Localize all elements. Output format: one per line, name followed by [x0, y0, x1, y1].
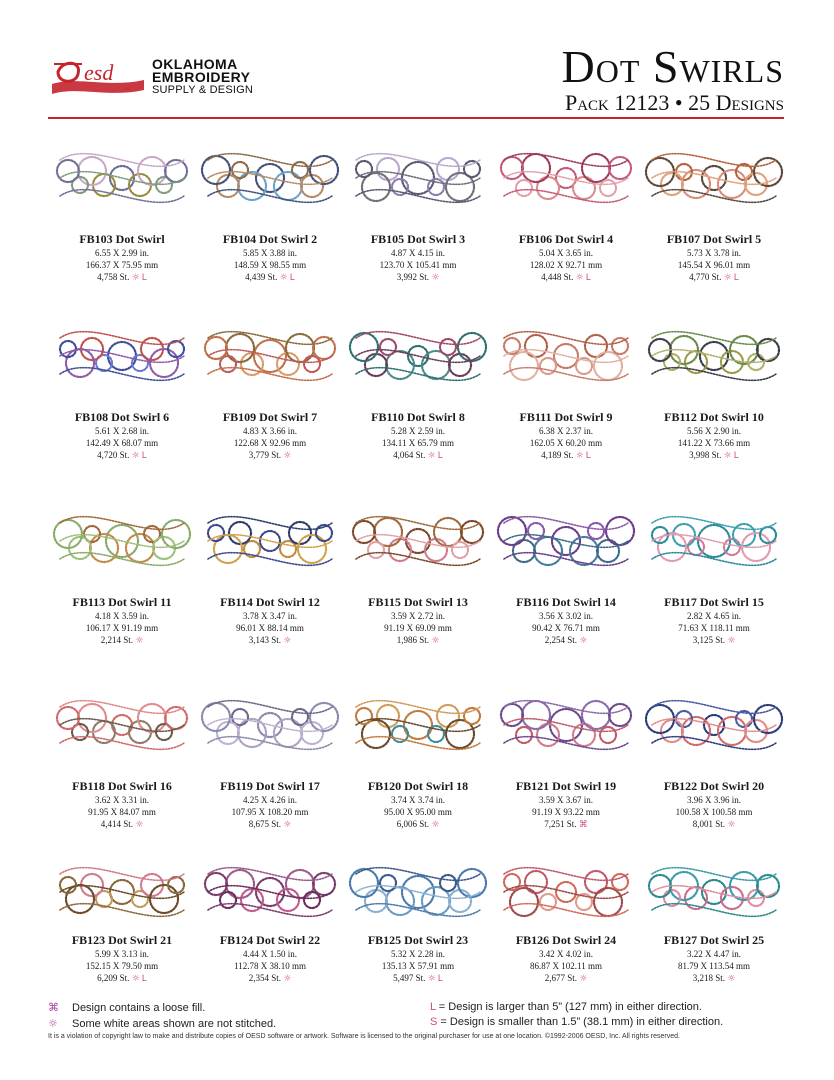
legend-small [430, 1015, 723, 1030]
white-areas-icon: ☼ [575, 273, 584, 283]
design-stitch-count: 4,064 St. [393, 450, 426, 460]
design-stitch-count: 4,439 St. [245, 272, 278, 282]
design-row [48, 126, 788, 304]
design-card [48, 126, 196, 284]
design-stitch-count: 8,675 St. [248, 819, 281, 829]
design-card [344, 126, 492, 284]
design-stitch-line [640, 818, 788, 831]
dot-swirl-embroidery-image [644, 853, 784, 931]
legend-left [48, 1000, 276, 1032]
design-size-inches: 5.73 X 3.78 in. [687, 248, 741, 258]
design-size-mm: 142.49 X 68.07 mm [85, 438, 159, 448]
design-stitch-count: 6,006 St. [396, 819, 429, 829]
size-flag: L [585, 450, 591, 460]
design-stitch-line [492, 972, 640, 985]
design-stitch-line [48, 972, 196, 985]
dot-swirl-embroidery-image [52, 304, 192, 408]
logo-line-1: OKLAHOMA [152, 56, 238, 72]
white-areas-icon: ☼ [723, 273, 732, 283]
design-size-mm: 91.19 X 69.09 mm [384, 623, 452, 633]
design-card [196, 304, 344, 462]
dot-swirl-embroidery-image [496, 853, 636, 931]
design-size-inches: 3.42 X 4.02 in. [539, 949, 593, 959]
design-row [48, 853, 788, 1003]
design-stitch-line [344, 634, 492, 647]
design-name: FB115 Dot Swirl 13 [368, 595, 468, 609]
design-card [344, 304, 492, 462]
dot-swirl-embroidery-image [644, 489, 784, 593]
design-card [640, 673, 788, 831]
design-size-mm: 90.42 X 76.71 mm [532, 623, 600, 633]
design-name: FB116 Dot Swirl 14 [516, 595, 616, 609]
legend-white-areas-text: Some white areas shown are not stitched. [72, 1018, 277, 1030]
white-areas-icon: ☼ [727, 820, 736, 830]
design-stitch-line [640, 271, 788, 284]
white-areas-icon: ☼ [431, 636, 440, 646]
design-card [196, 673, 344, 831]
design-stitch-line [196, 271, 344, 284]
design-size-mm: 162.05 X 60.20 mm [529, 438, 603, 448]
size-flag: L [141, 450, 147, 460]
design-stitch-line [48, 818, 196, 831]
design-card [48, 304, 196, 462]
dot-swirl-embroidery-image [348, 126, 488, 230]
legend-right [430, 1000, 723, 1030]
design-size-inches: 5.32 X 2.28 in. [391, 949, 445, 959]
design-size-inches: 5.61 X 2.68 in. [95, 426, 149, 436]
dot-swirl-embroidery-image [496, 126, 636, 230]
white-areas-icon: ☼ [135, 820, 144, 830]
design-size-inches: 3.78 X 3.47 in. [243, 611, 297, 621]
design-card [48, 673, 196, 831]
white-areas-icon: ☼ [283, 636, 292, 646]
design-size-mm: 95.00 X 95.00 mm [384, 807, 452, 817]
design-size-mm: 81.79 X 113.54 mm [678, 961, 750, 971]
design-name: FB114 Dot Swirl 12 [220, 595, 320, 609]
design-size-inches: 4.83 X 3.66 in. [243, 426, 297, 436]
white-areas-icon: ☼ [48, 1017, 58, 1030]
loose-fill-icon: ⌘ [48, 1001, 59, 1014]
design-card [196, 853, 344, 985]
design-card [196, 489, 344, 647]
logo-line-2: EMBROIDERY [152, 69, 251, 85]
white-areas-icon: ☼ [283, 451, 292, 461]
design-stitch-count: 4,758 St. [97, 272, 130, 282]
white-areas-icon: ☼ [283, 820, 292, 830]
design-stitch-line [492, 449, 640, 462]
design-size-mm: 86.87 X 102.11 mm [530, 961, 602, 971]
design-stitch-line [196, 818, 344, 831]
design-stitch-count: 5,497 St. [393, 973, 426, 983]
design-card [492, 304, 640, 462]
size-flag: L [437, 973, 443, 983]
design-name: FB111 Dot Swirl 9 [519, 410, 613, 424]
design-size-mm: 107.95 X 108.20 mm [231, 807, 309, 817]
design-row [48, 489, 788, 673]
design-name: FB104 Dot Swirl 2 [222, 232, 318, 246]
white-areas-icon: ☼ [727, 636, 736, 646]
design-stitch-count: 4,448 St. [541, 272, 574, 282]
white-areas-icon: ☼ [575, 451, 584, 461]
design-size-mm: 152.15 X 79.50 mm [85, 961, 159, 971]
legend-loose-fill [48, 1000, 276, 1016]
design-size-inches: 3.96 X 3.96 in. [687, 795, 741, 805]
design-stitch-line [640, 972, 788, 985]
white-areas-icon: ☼ [579, 974, 588, 984]
design-stitch-count: 2,214 St. [100, 635, 133, 645]
dot-swirl-embroidery-image [496, 489, 636, 593]
white-areas-icon: ☼ [131, 273, 140, 283]
design-size-inches: 5.56 X 2.90 in. [687, 426, 741, 436]
dot-swirl-embroidery-image [644, 673, 784, 777]
size-flag: L [141, 272, 147, 282]
dot-swirl-embroidery-image [200, 304, 340, 408]
legend-large [430, 1000, 723, 1015]
dot-swirl-embroidery-image [200, 489, 340, 593]
size-flag: L [141, 973, 147, 983]
design-stitch-count: 3,218 St. [692, 973, 725, 983]
logo-line-3: SUPPLY & DESIGN [152, 84, 254, 96]
design-grid [48, 126, 788, 1003]
design-size-mm: 122.68 X 92.96 mm [233, 438, 307, 448]
design-stitch-line [640, 449, 788, 462]
large-flag: L [430, 1001, 436, 1013]
design-card [48, 489, 196, 647]
legend-large-text: = Design is larger than 5” (127 mm) in either direction. [435, 1001, 702, 1013]
dot-swirl-embroidery-image [348, 853, 488, 931]
design-size-mm: 141.22 X 73.66 mm [677, 438, 751, 448]
design-card [48, 853, 196, 985]
size-flag: L [585, 272, 591, 282]
size-flag: L [289, 272, 295, 282]
svg-text:INC.: INC. [124, 86, 132, 91]
design-size-inches: 4.25 X 4.26 in. [243, 795, 297, 805]
oesd-logo-mark-icon [48, 54, 148, 100]
design-card [196, 126, 344, 284]
design-card [640, 489, 788, 647]
dot-swirl-embroidery-image [200, 673, 340, 777]
design-name: FB127 Dot Swirl 25 [663, 933, 765, 947]
design-card [492, 673, 640, 831]
dot-swirl-embroidery-image [496, 673, 636, 777]
white-areas-icon: ☼ [431, 273, 440, 283]
design-name: FB124 Dot Swirl 22 [219, 933, 321, 947]
design-stitch-count: 3,998 St. [689, 450, 722, 460]
design-size-inches: 3.62 X 3.31 in. [95, 795, 149, 805]
page-subtitle: Pack 12123 • 25 Designs [564, 90, 784, 115]
white-areas-icon: ☼ [727, 974, 736, 984]
dot-swirl-embroidery-image [348, 673, 488, 777]
design-stitch-count: 4,720 St. [97, 450, 130, 460]
design-name: FB123 Dot Swirl 21 [71, 933, 173, 947]
design-name: FB105 Dot Swirl 3 [370, 232, 466, 246]
dot-swirl-embroidery-image [200, 126, 340, 230]
design-name: FB107 Dot Swirl 5 [666, 232, 762, 246]
legend-small-text: = Design is smaller than 1.5” (38.1 mm) in either direction. [437, 1016, 724, 1028]
dot-swirl-embroidery-image [200, 853, 340, 931]
design-card [344, 853, 492, 985]
design-row [48, 673, 788, 853]
design-stitch-line [48, 634, 196, 647]
design-stitch-line [196, 634, 344, 647]
white-areas-icon: ☼ [279, 273, 288, 283]
design-size-inches: 3.59 X 2.72 in. [391, 611, 445, 621]
size-flag: L [437, 450, 443, 460]
design-name: FB126 Dot Swirl 24 [515, 933, 617, 947]
header-rule [48, 117, 784, 119]
design-size-mm: 106.17 X 91.19 mm [85, 623, 159, 633]
design-stitch-count: 2,677 St. [544, 973, 577, 983]
design-size-mm: 128.02 X 92.71 mm [529, 260, 603, 270]
design-size-inches: 6.55 X 2.99 in. [95, 248, 149, 258]
design-name: FB113 Dot Swirl 11 [72, 595, 172, 609]
legend-white-areas [48, 1016, 276, 1032]
design-size-mm: 96.01 X 88.14 mm [236, 623, 304, 633]
design-size-mm: 123.70 X 105.41 mm [379, 260, 457, 270]
design-stitch-count: 3,779 St. [248, 450, 281, 460]
design-size-mm: 135.13 X 57.91 mm [381, 961, 455, 971]
design-size-mm: 91.95 X 84.07 mm [88, 807, 156, 817]
design-stitch-count: 4,189 St. [541, 450, 574, 460]
size-flag: L [733, 450, 739, 460]
design-size-inches: 5.04 X 3.65 in. [539, 248, 593, 258]
design-stitch-count: 6,209 St. [97, 973, 130, 983]
design-stitch-count: 7,251 St. [544, 819, 577, 829]
design-stitch-count: 8,001 St. [692, 819, 725, 829]
dot-swirl-embroidery-image [496, 304, 636, 408]
legend-loose-fill-text: Design contains a loose fill. [72, 1002, 206, 1014]
size-flag: L [733, 272, 739, 282]
design-stitch-line [492, 818, 640, 831]
design-stitch-line [344, 449, 492, 462]
design-name: FB120 Dot Swirl 18 [367, 779, 469, 793]
design-name: FB108 Dot Swirl 6 [74, 410, 170, 424]
design-row [48, 304, 788, 489]
design-size-mm: 91.19 X 93.22 mm [532, 807, 600, 817]
dot-swirl-embroidery-image [52, 126, 192, 230]
design-card [640, 853, 788, 985]
loose-fill-icon: ⌘ [578, 820, 588, 830]
design-stitch-line [344, 818, 492, 831]
design-card [640, 126, 788, 284]
design-stitch-count: 2,354 St. [248, 973, 281, 983]
design-size-inches: 5.85 X 3.88 in. [243, 248, 297, 258]
dot-swirl-embroidery-image [52, 853, 192, 931]
design-name: FB112 Dot Swirl 10 [664, 410, 764, 424]
oesd-logo [48, 54, 262, 100]
design-size-inches: 4.18 X 3.59 in. [95, 611, 149, 621]
design-stitch-line [196, 449, 344, 462]
design-size-mm: 134.11 X 65.79 mm [382, 438, 454, 448]
design-size-inches: 3.59 X 3.67 in. [539, 795, 593, 805]
design-stitch-count: 3,143 St. [248, 635, 281, 645]
white-areas-icon: ☼ [579, 636, 588, 646]
design-size-inches: 6.38 X 2.37 in. [539, 426, 593, 436]
design-stitch-count: 3,992 St. [396, 272, 429, 282]
dot-swirl-embroidery-image [644, 126, 784, 230]
design-stitch-line [640, 634, 788, 647]
design-card [492, 853, 640, 985]
design-name: FB121 Dot Swirl 19 [515, 779, 617, 793]
design-name: FB110 Dot Swirl 8 [371, 410, 465, 424]
design-stitch-count: 4,414 St. [100, 819, 133, 829]
design-name: FB117 Dot Swirl 15 [664, 595, 764, 609]
page-title: Dot Swirls [561, 41, 784, 92]
design-card [640, 304, 788, 462]
design-stitch-line [492, 634, 640, 647]
dot-swirl-embroidery-image [348, 489, 488, 593]
design-stitch-count: 4,770 St. [689, 272, 722, 282]
white-areas-icon: ☼ [283, 974, 292, 984]
design-stitch-count: 3,125 St. [692, 635, 725, 645]
design-stitch-line [48, 271, 196, 284]
copyright-notice: It is a violation of copyright law to make and distribute copies of OESD software or artwork. Software is licensed to the original purchaser for use at one location. ©1992-2006 OESD, Inc. All rights reserved. [48, 1033, 680, 1040]
white-areas-icon: ☼ [131, 451, 140, 461]
design-stitch-line [344, 972, 492, 985]
design-size-mm: 71.63 X 118.11 mm [678, 623, 750, 633]
design-size-inches: 5.28 X 2.59 in. [391, 426, 445, 436]
design-stitch-count: 2,254 St. [544, 635, 577, 645]
design-size-mm: 145.54 X 96.01 mm [677, 260, 751, 270]
white-areas-icon: ☼ [427, 451, 436, 461]
design-size-mm: 112.78 X 38.10 mm [234, 961, 306, 971]
design-stitch-count: 1,986 St. [396, 635, 429, 645]
design-size-mm: 166.37 X 75.95 mm [85, 260, 159, 270]
design-card [492, 126, 640, 284]
svg-text:esd: esd [84, 60, 114, 85]
design-stitch-line [48, 449, 196, 462]
design-stitch-line [492, 271, 640, 284]
design-card [492, 489, 640, 647]
white-areas-icon: ☼ [723, 451, 732, 461]
design-name: FB119 Dot Swirl 17 [220, 779, 320, 793]
design-card [344, 489, 492, 647]
design-stitch-line [196, 972, 344, 985]
design-size-inches: 3.22 X 4.47 in. [687, 949, 741, 959]
design-name: FB103 Dot Swirl [79, 232, 165, 246]
design-name: FB106 Dot Swirl 4 [518, 232, 614, 246]
small-flag: S [430, 1016, 438, 1028]
design-size-inches: 3.74 X 3.74 in. [391, 795, 445, 805]
design-size-inches: 5.99 X 3.13 in. [95, 949, 149, 959]
white-areas-icon: ☼ [135, 636, 144, 646]
design-name: FB122 Dot Swirl 20 [663, 779, 765, 793]
dot-swirl-embroidery-image [348, 304, 488, 408]
design-size-mm: 100.58 X 100.58 mm [675, 807, 753, 817]
design-name: FB109 Dot Swirl 7 [222, 410, 318, 424]
white-areas-icon: ☼ [131, 974, 140, 984]
white-areas-icon: ☼ [427, 974, 436, 984]
design-size-inches: 2.82 X 4.65 in. [687, 611, 741, 621]
design-name: FB125 Dot Swirl 23 [367, 933, 469, 947]
design-stitch-line [344, 271, 492, 284]
dot-swirl-embroidery-image [644, 304, 784, 408]
design-size-inches: 4.44 X 1.50 in. [243, 949, 297, 959]
dot-swirl-embroidery-image [52, 673, 192, 777]
design-size-mm: 148.59 X 98.55 mm [233, 260, 307, 270]
design-card [344, 673, 492, 831]
design-name: FB118 Dot Swirl 16 [72, 779, 172, 793]
design-size-inches: 4.87 X 4.15 in. [391, 248, 445, 258]
dot-swirl-embroidery-image [52, 489, 192, 593]
design-size-inches: 3.56 X 3.02 in. [539, 611, 593, 621]
white-areas-icon: ☼ [431, 820, 440, 830]
